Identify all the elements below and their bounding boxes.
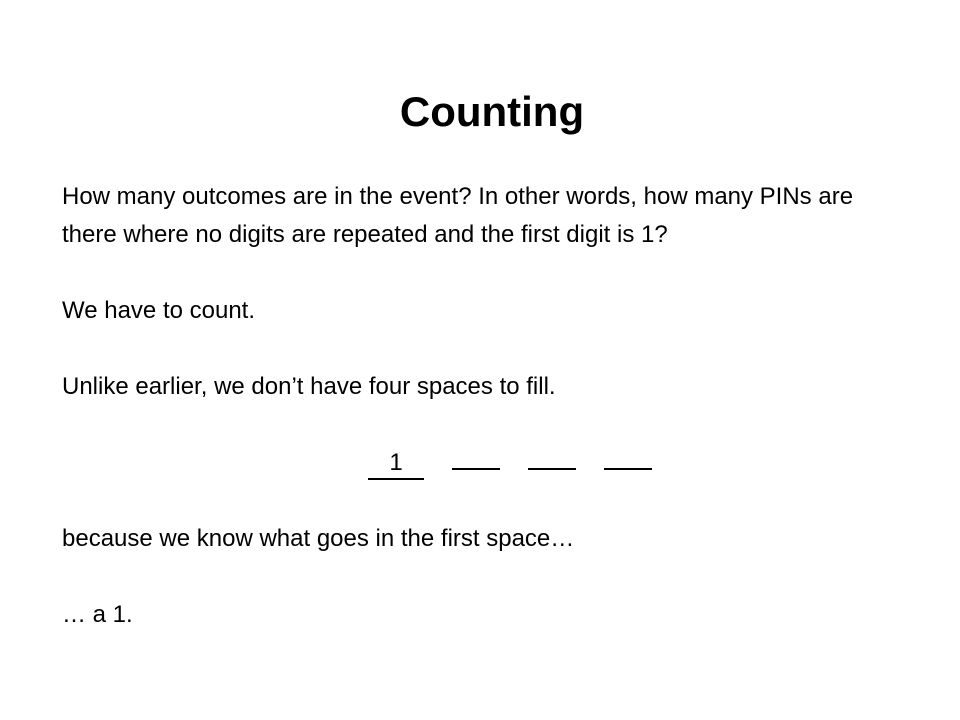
spacer xyxy=(62,482,902,520)
pin-blanks xyxy=(62,444,902,482)
question-paragraph: How many outcomes are in the event? In other words, how many PINs are there where no digits are repeated and the first digit is 1? xyxy=(62,183,854,248)
pin-blank-2 xyxy=(452,468,500,470)
spacer xyxy=(62,406,902,444)
pin-blank-3 xyxy=(528,468,576,470)
slide-body xyxy=(62,178,902,634)
spacer xyxy=(62,330,902,368)
pin-blank-4 xyxy=(604,468,652,470)
slide-title: Counting xyxy=(399,88,585,135)
spacer xyxy=(62,558,902,596)
first-space-statement: because we know what goes in the first space… xyxy=(62,525,575,552)
spaces-statement: Unlike earlier, we don’t have four spaces to fill. xyxy=(62,373,556,400)
pin-blank-1: 1 xyxy=(368,448,424,480)
count-statement: We have to count. xyxy=(62,297,256,324)
spacer xyxy=(62,254,902,292)
answer-statement: … a 1. xyxy=(62,601,133,628)
